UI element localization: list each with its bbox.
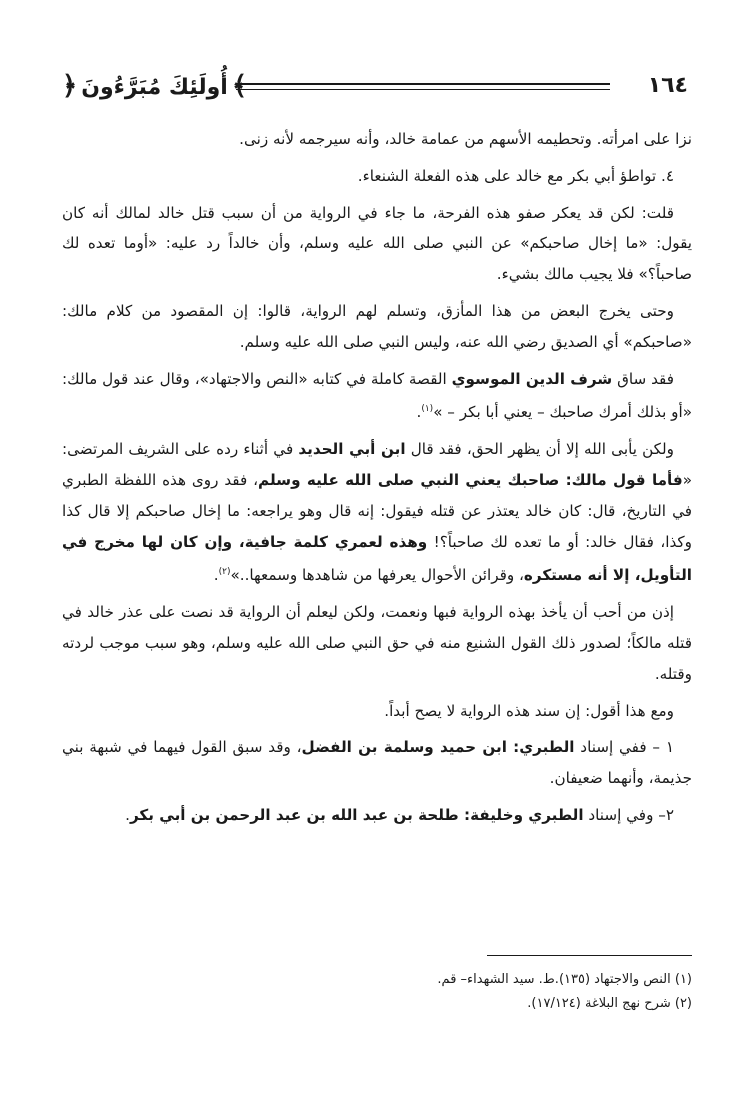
text-run: . [213, 566, 219, 585]
text-run: ٤. تواطؤ أبي بكر مع خالد على هذه الفعلة الشنعاء. [357, 166, 674, 185]
ornate-brace-left: ﴿ [62, 71, 78, 101]
text-run: ولكن يأبى الله إلا أن يظهر الحق، فقد قال [405, 440, 674, 459]
bold-text: الطبري وخليفة: طلحة بن عبد الله بن عبد الرحمن بن أبي بكر [129, 806, 584, 825]
footnote-ref: (١) [421, 404, 434, 415]
footnote-ref: (٢) [218, 567, 231, 578]
text-run: . [125, 806, 130, 825]
paragraph [62, 198, 692, 290]
text-run: قلت: لكن قد يعكر صفو هذه الفرحة، ما جاء في الرواية من أن سبب قتل خالد لمالك أنه كان يقول: «ما إخال صاحبكم» عن النبي صلى الله عليه وسلم، وأن خالداً رد عليه: «أوما تعده لك صاحباً؟» فلا يجيب مالك بشيء. [62, 203, 692, 284]
text-run: ١ – ففي إسناد [574, 738, 674, 757]
footnote-separator [487, 955, 692, 956]
text-run: ٢– وفي إسناد [583, 806, 674, 825]
page-header [58, 66, 688, 106]
text-run: فقد ساق [612, 369, 674, 388]
header-rule [236, 83, 610, 90]
running-title [58, 66, 251, 108]
paragraph [62, 597, 692, 689]
ornate-brace-right: ﴾ [231, 71, 248, 101]
text-run: ، وقرائن الأحوال يعرفها من شاهدها وسمعها..» [230, 566, 524, 585]
text-run: ومع هذا أقول: إن سند هذه الرواية لا يصح أبداً. [384, 701, 674, 720]
footnote-2: (٢) شرح نهج البلاغة (١٧/١٢٤). [527, 996, 692, 1011]
text-run: إذن من أحب أن يأخذ بهذه الرواية فبها ونعمت، ولكن ليعلم أن الرواية قد نصت على عذر خالد في قتله مالكاً؛ لصدور ذلك القول الشنيع منه في حق النبي صلى الله عليه وسلم، وهو سبب موجب لردته وقتله. [62, 603, 692, 683]
text-run: ، وقد سبق القول فيهما في شبهة بني جذيمة، وأنهما ضعيفان. [62, 738, 692, 788]
text-run: نزا على امرأته. وتحطيمه الأسهم من عمامة خالد، وأنه سيرجمه لأنه زنى. [239, 130, 692, 148]
bold-text: ابن أبي الحديد [298, 440, 406, 459]
paragraph [62, 434, 692, 591]
book-title: أُولَئِكَ مُبَرَّءُونَ [81, 75, 228, 100]
paragraph [62, 696, 692, 727]
paragraph [62, 296, 692, 358]
body-text [62, 124, 692, 837]
bold-text: الطبري: ابن حميد وسلمة بن الفضل [301, 738, 575, 757]
paragraph [62, 732, 692, 794]
paragraph [62, 364, 692, 429]
text-run: وحتى يخرج البعض من هذا المأزق، وتسلم لهم الرواية، قالوا: إن المقصود من كلام مالك: «صاحبكم» أي الصديق رضي الله عنه، وليس النبي صلى الله عليه وسلم. [62, 301, 692, 351]
text-run: . [416, 403, 422, 422]
paragraph [62, 161, 692, 192]
footnote-1: (١) النص والاجتهاد (١٣٥).ط. سيد الشهداء– قم. [437, 972, 692, 987]
paragraph [62, 800, 692, 831]
page-number: ١٦٤ [647, 73, 688, 98]
bold-text: فأما قول مالك: صاحبك يعني النبي صلى الله عليه وسلم [258, 471, 683, 490]
paragraph [62, 124, 692, 155]
text-run: في أثناء رده على الشريف المرتضى: « [62, 440, 693, 490]
text-run: القصة كاملة في كتابه «النص والاجتهاد»، وقال عند قول مالك: «أو بذلك أمرك صاحبك – يعني أبا بكر – » [62, 369, 692, 422]
footnotes [62, 955, 692, 1016]
text-run: ، فقد روى هذه اللفظة الطبري في التاريخ، قال: كان خالد يعتذر عن قتله فيقول: إنه قال وهو يراجعه: ما إخال صاحبكم إلا قال كذا وكذا، فقال خالد: أو ما تعده لك صاحباً؟! [62, 471, 692, 551]
bold-text: وهذه لعمري كلمة جافية، وإن كان لها مخرج في التأويل، إلا أنه مستكره [62, 532, 692, 585]
bold-text: شرف الدين الموسوي [451, 369, 613, 388]
